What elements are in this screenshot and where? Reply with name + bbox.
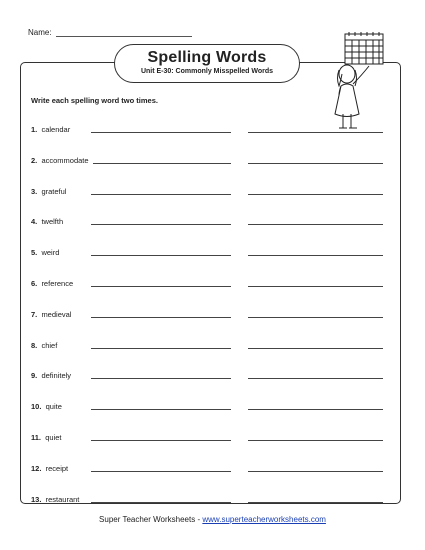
spelling-word: quite [45, 402, 62, 412]
spelling-word: quiet [45, 433, 62, 442]
name-blank-line[interactable] [56, 28, 192, 37]
item-number: 6. [31, 279, 38, 288]
spelling-word: medieval [41, 309, 72, 319]
spelling-word-label [31, 464, 68, 473]
answer-line-2[interactable] [248, 471, 383, 472]
item-number: 10. [31, 402, 42, 412]
item-number: 1. [31, 125, 38, 134]
spelling-word: calendar [41, 125, 71, 134]
answer-line-2[interactable] [248, 440, 383, 441]
spelling-row [31, 399, 391, 411]
spelling-word-label [31, 495, 79, 504]
page-title: Spelling Words [147, 49, 267, 66]
item-number: 11. [31, 433, 42, 442]
spelling-word: twelfth [41, 217, 64, 227]
item-number: 8. [31, 340, 38, 350]
item-number: 2. [31, 155, 38, 165]
answer-line-1[interactable] [91, 471, 231, 472]
answer-line-2[interactable] [248, 132, 383, 133]
name-label: Name: [28, 28, 52, 37]
spelling-row [31, 307, 391, 319]
answer-line-2[interactable] [248, 409, 383, 410]
answer-line-1[interactable] [91, 132, 231, 133]
spelling-row [31, 184, 391, 196]
spelling-word: chief [41, 340, 58, 350]
answer-line-1[interactable] [91, 348, 231, 349]
spelling-word-label [31, 217, 63, 226]
item-number: 12. [31, 463, 42, 473]
answer-line-1[interactable] [91, 317, 231, 318]
spelling-row [31, 153, 391, 165]
footer [0, 515, 425, 524]
spelling-row [31, 492, 391, 504]
spelling-row [31, 122, 391, 134]
spelling-word: weird [41, 248, 60, 258]
item-number: 7. [31, 309, 38, 319]
spelling-word-label [31, 310, 71, 319]
answer-line-1[interactable] [91, 286, 231, 287]
answer-line-1[interactable] [91, 378, 231, 379]
answer-line-1[interactable] [91, 440, 231, 441]
spelling-row [31, 245, 391, 257]
spelling-word-label [31, 279, 73, 288]
spelling-word-label [31, 402, 62, 411]
answer-line-2[interactable] [248, 378, 383, 379]
instructions: Write each spelling word two times. [31, 96, 158, 105]
item-number: 3. [31, 186, 38, 196]
item-number: 5. [31, 248, 38, 258]
spelling-row [31, 214, 391, 226]
answer-line-1[interactable] [91, 255, 231, 256]
spelling-word-label [31, 187, 66, 196]
spelling-row [31, 368, 391, 380]
spelling-word-label [31, 248, 59, 257]
answer-line-2[interactable] [248, 224, 383, 225]
answer-line-2[interactable] [248, 286, 383, 287]
footer-link[interactable]: www.superteacherworksheets.com [202, 515, 326, 524]
spelling-row [31, 461, 391, 473]
answer-line-1[interactable] [91, 194, 231, 195]
spelling-word: reference [41, 279, 74, 288]
answer-line-2[interactable] [248, 163, 383, 164]
spelling-word: restaurant [45, 494, 80, 504]
spelling-row [31, 276, 391, 288]
spelling-word-label [31, 341, 57, 350]
answer-line-2[interactable] [248, 317, 383, 318]
answer-line-2[interactable] [248, 348, 383, 349]
item-number: 13. [31, 494, 42, 504]
item-number: 4. [31, 217, 38, 227]
footer-text: Super Teacher Worksheets - [99, 515, 203, 524]
spelling-word-label [31, 433, 61, 442]
spelling-word-label [31, 371, 71, 380]
item-number: 9. [31, 371, 38, 381]
answer-line-2[interactable] [248, 255, 383, 256]
answer-line-2[interactable] [248, 194, 383, 195]
answer-line-1[interactable] [93, 163, 231, 164]
answer-line-2[interactable] [248, 502, 383, 503]
spelling-word: receipt [45, 463, 69, 473]
spelling-word: definitely [41, 371, 72, 381]
spelling-word: accommodate [41, 155, 89, 165]
spelling-row [31, 338, 391, 350]
spelling-row [31, 430, 391, 442]
answer-line-1[interactable] [91, 409, 231, 410]
spelling-word-label [31, 156, 89, 165]
spelling-word: grateful [41, 186, 67, 196]
answer-line-1[interactable] [91, 224, 231, 225]
title-banner [114, 44, 300, 83]
name-field-row [28, 28, 192, 37]
girl-with-calendar-clipart [325, 28, 387, 136]
spelling-word-label [31, 125, 70, 134]
answer-line-1[interactable] [91, 502, 231, 503]
unit-subtitle: Unit E-30: Commonly Misspelled Words [140, 68, 274, 75]
